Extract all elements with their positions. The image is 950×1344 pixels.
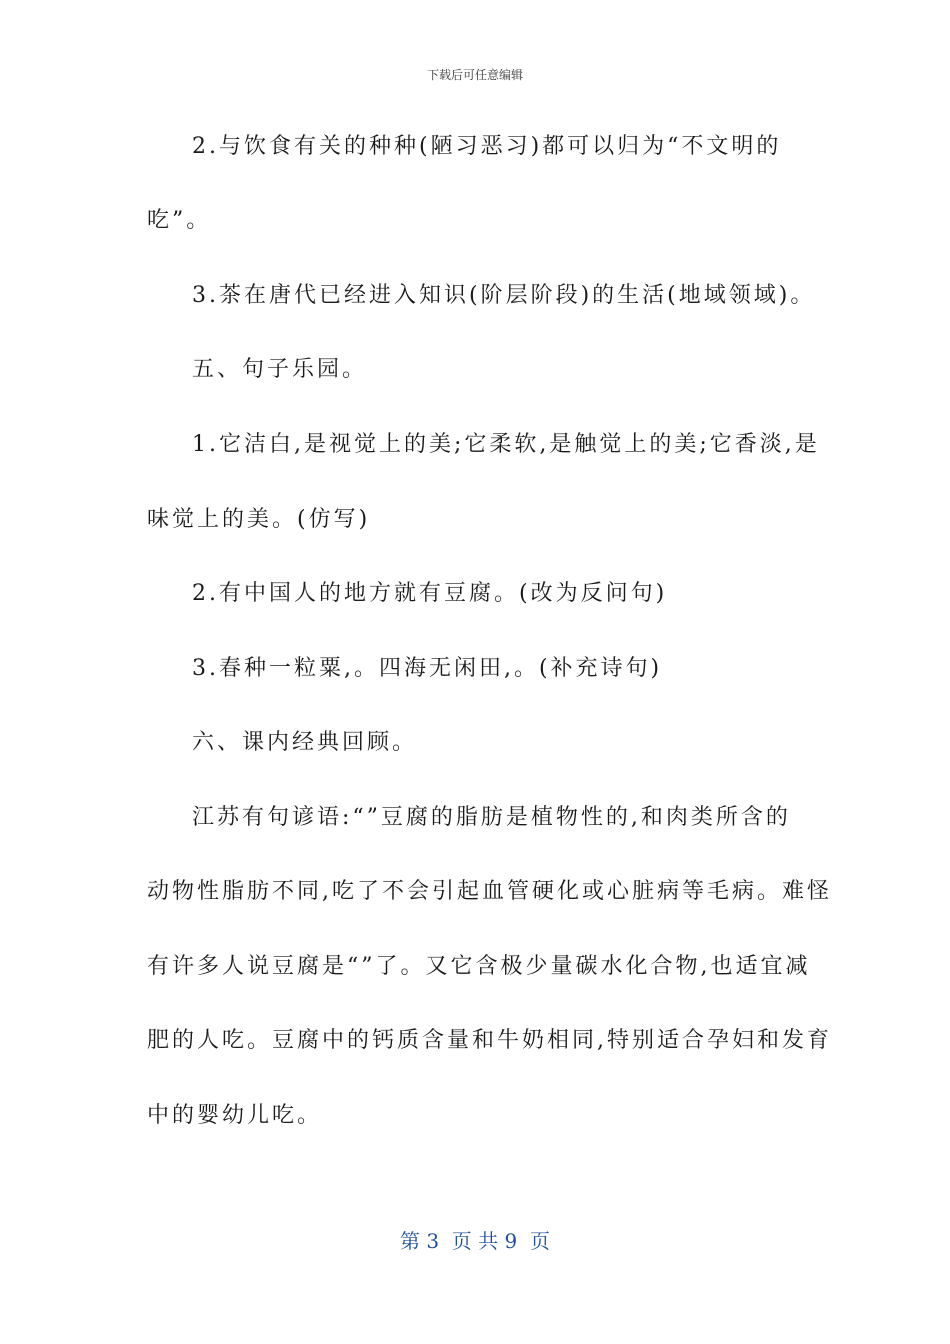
- text-line-13: 肥的人吃。豆腐中的钙质含量和牛奶相同,特别适合孕妇和发育: [147, 1028, 832, 1053]
- text-line-1: 2.与饮食有关的种种(陋习恶习)都可以归为“不文明的: [192, 134, 782, 159]
- section-heading-5: 五、句子乐园。: [192, 357, 368, 382]
- text-line-12: 有许多人说豆腐是“”了。又它含极少量碳水化合物,也适宜减: [147, 954, 811, 979]
- section-heading-6: 六、课内经典回顾。: [192, 730, 418, 755]
- text-line-11: 动物性脂肪不同,吃了不会引起血管硬化或心脏病等毛病。难怪: [147, 879, 832, 904]
- text-line-2: 吃”。: [147, 208, 212, 233]
- text-line-10: 江苏有句谚语:“”豆腐的脂肪是植物性的,和肉类所含的: [192, 805, 791, 830]
- text-line-6: 味觉上的美。(仿写): [147, 507, 371, 532]
- text-line-3: 3.茶在唐代已经进入知识(阶层阶段)的生活(地域领域)。: [192, 283, 816, 308]
- text-line-7: 2.有中国人的地方就有豆腐。(改为反问句): [192, 581, 668, 606]
- text-line-8: 3.春种一粒粟,。四海无闲田,。(补充诗句): [192, 656, 663, 681]
- page-header: 下载后可任意编辑: [426, 68, 523, 82]
- page-footer: 第 3 页 共 9 页: [400, 1229, 550, 1253]
- text-line-14: 中的婴幼儿吃。: [147, 1103, 323, 1128]
- text-line-5: 1.它洁白,是视觉上的美;它柔软,是触觉上的美;它香淡,是: [192, 432, 820, 457]
